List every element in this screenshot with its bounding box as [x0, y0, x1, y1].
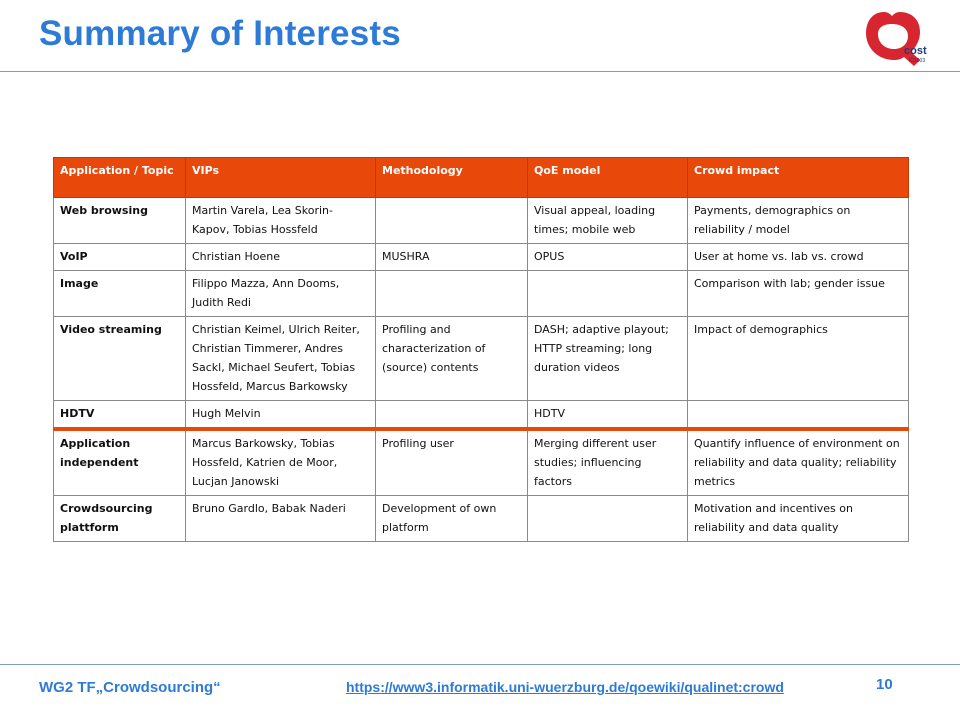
- cell-application: VoIP: [54, 244, 186, 271]
- interests-table-container: [53, 157, 909, 542]
- header-qoe-model: QoE model: [528, 158, 688, 198]
- cell-vips: Filippo Mazza, Ann Dooms, Judith Redi: [186, 271, 376, 317]
- cell-application: Video streaming: [54, 317, 186, 401]
- cell-methodology: Profiling user: [376, 429, 528, 496]
- cell-qoe-model: OPUS: [528, 244, 688, 271]
- cell-vips: Christian Hoene: [186, 244, 376, 271]
- header-crowd-impact: Crowd impact: [688, 158, 909, 198]
- table-row: [54, 429, 909, 496]
- cell-qoe-model: DASH; adaptive playout; HTTP streaming; long duration videos: [528, 317, 688, 401]
- footer-task-force: WG2 TF„Crowdsourcing“: [39, 679, 221, 696]
- logo-cost-text: cost: [904, 45, 927, 57]
- cell-qoe-model: Merging different user studies; influencing factors: [528, 429, 688, 496]
- table-row: [54, 271, 909, 317]
- slide-title: Summary of Interests: [39, 14, 401, 53]
- cell-application: Application independent: [54, 429, 186, 496]
- header-methodology: Methodology: [376, 158, 528, 198]
- cell-application: Web browsing: [54, 198, 186, 244]
- cell-methodology: [376, 271, 528, 317]
- cell-crowd-impact: User at home vs. lab vs. crowd: [688, 244, 909, 271]
- cell-crowd-impact: Quantify influence of environment on reliability and data quality; reliability metrics: [688, 429, 909, 496]
- cell-methodology: Development of own platform: [376, 496, 528, 542]
- cell-methodology: [376, 198, 528, 244]
- cell-application: Crowdsourcing plattform: [54, 496, 186, 542]
- footer-wiki-link[interactable]: https://www3.informatik.uni-wuerzburg.de/qoewiki/qualinet:crowd: [346, 679, 784, 695]
- cell-crowd-impact: Payments, demographics on reliability / model: [688, 198, 909, 244]
- table-header-row: [54, 158, 909, 198]
- cell-vips: Marcus Barkowsky, Tobias Hossfeld, Katrien de Moor, Lucjan Janowski: [186, 429, 376, 496]
- cell-qoe-model: HDTV: [528, 401, 688, 430]
- qualinet-logo-icon: [862, 6, 942, 70]
- cell-methodology: MUSHRA: [376, 244, 528, 271]
- footer-divider: [0, 664, 960, 665]
- cell-application: HDTV: [54, 401, 186, 430]
- table-row: [54, 317, 909, 401]
- cell-vips: Martin Varela, Lea Skorin-Kapov, Tobias Hossfeld: [186, 198, 376, 244]
- cell-application: Image: [54, 271, 186, 317]
- cell-qoe-model: [528, 496, 688, 542]
- cell-crowd-impact: Comparison with lab; gender issue: [688, 271, 909, 317]
- cell-crowd-impact: Motivation and incentives on reliability and data quality: [688, 496, 909, 542]
- cell-crowd-impact: Impact of demographics: [688, 317, 909, 401]
- interests-table: [53, 157, 909, 542]
- table-row: [54, 401, 909, 430]
- qualinet-cost-logo: [862, 6, 942, 70]
- page-number: 10: [876, 676, 893, 693]
- cell-qoe-model: [528, 271, 688, 317]
- header-vips: VIPs: [186, 158, 376, 198]
- table-row: [54, 198, 909, 244]
- table-row: [54, 244, 909, 271]
- cell-vips: Christian Keimel, Ulrich Reiter, Christian Timmerer, Andres Sackl, Michael Seufert, Tobias Hossfeld, Marcus Barkowsky: [186, 317, 376, 401]
- cell-vips: Bruno Gardlo, Babak Naderi: [186, 496, 376, 542]
- cell-methodology: Profiling and characterization of (source) contents: [376, 317, 528, 401]
- cell-qoe-model: Visual appeal, loading times; mobile web: [528, 198, 688, 244]
- cell-crowd-impact: [688, 401, 909, 430]
- header-divider: [0, 71, 960, 72]
- logo-subtext: IC1003: [909, 58, 926, 64]
- cell-methodology: [376, 401, 528, 430]
- cell-vips: Hugh Melvin: [186, 401, 376, 430]
- table-row: [54, 496, 909, 542]
- header-application-topic: Application / Topic: [54, 158, 186, 198]
